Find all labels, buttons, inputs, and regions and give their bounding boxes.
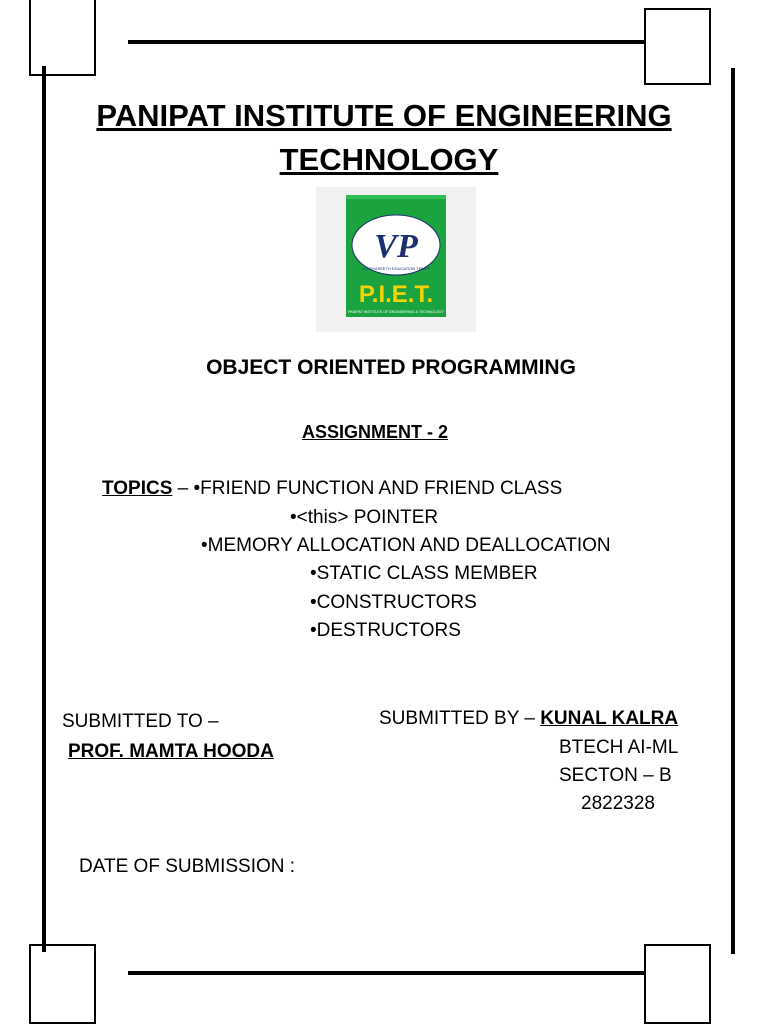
- topics-label: TOPICS: [102, 478, 173, 499]
- bottom-border-line: [128, 971, 644, 975]
- institute-logo: [316, 187, 476, 332]
- bullet: •: [310, 620, 317, 641]
- logo-arc-text: A VIDYAPEETH EDUCATION TRUST: [362, 266, 430, 271]
- assignment-heading: ASSIGNMENT - 2: [301, 422, 448, 442]
- page-title-line2: TECHNOLOGY: [279, 142, 499, 177]
- submitted-by-program: BTECH AI-ML: [559, 737, 679, 758]
- topics-line-3: [201, 535, 611, 557]
- topics-separator: –: [172, 478, 194, 499]
- submitted-to-name: PROF. MAMTA HOODA: [68, 741, 274, 762]
- bullet: •: [201, 535, 208, 556]
- topics-line-1: [102, 478, 562, 500]
- topics-line-4: [310, 563, 538, 585]
- topic-item: MEMORY ALLOCATION AND DEALLOCATION: [207, 535, 611, 556]
- logo-bottom-text: PANIPAT INSTITUTE OF ENGINEERING & TECHNOLOGY: [348, 310, 444, 314]
- corner-box-top-right: [644, 8, 711, 85]
- logo-emblem-text: VP: [374, 228, 418, 265]
- bullet: •: [310, 592, 317, 613]
- corner-box-top-left: [29, 0, 96, 76]
- topic-item: CONSTRUCTORS: [316, 592, 477, 613]
- piet-logo-image: [316, 187, 476, 332]
- left-border-line-overlay: [42, 66, 46, 952]
- submitted-by-name: KUNAL KALRA: [540, 708, 679, 729]
- topics-line-2: [290, 507, 438, 529]
- submitted-by-label: SUBMITTED BY –: [379, 708, 541, 729]
- topic-item: STATIC CLASS MEMBER: [316, 563, 538, 584]
- top-border-line: [128, 40, 644, 44]
- bullet: •: [193, 478, 201, 499]
- bullet: •: [310, 563, 317, 584]
- submitted-by-line: [379, 708, 678, 730]
- topic-item: FRIEND FUNCTION AND FRIEND CLASS: [200, 478, 563, 499]
- right-border-line: [731, 68, 735, 954]
- topic-item: DESTRUCTORS: [316, 620, 461, 641]
- submitted-by-section: SECTON – B: [559, 765, 672, 786]
- topics-line-6: [310, 620, 461, 642]
- corner-box-bottom-left: [29, 944, 96, 1024]
- topics-line-5: [310, 592, 477, 614]
- subject-heading: OBJECT ORIENTED PROGRAMMING: [206, 356, 576, 379]
- submitted-by-roll: 2822328: [581, 793, 655, 814]
- topic-item: <this> POINTER: [296, 507, 439, 528]
- page-title-line1: PANIPAT INSTITUTE OF ENGINEERING: [96, 98, 672, 133]
- submitted-to-label: SUBMITTED TO –: [62, 711, 219, 732]
- date-of-submission-label: DATE OF SUBMISSION :: [79, 856, 296, 877]
- corner-box-bottom-right: [644, 944, 711, 1024]
- bullet: •: [290, 507, 297, 528]
- logo-acronym: P.I.E.T.: [358, 281, 434, 308]
